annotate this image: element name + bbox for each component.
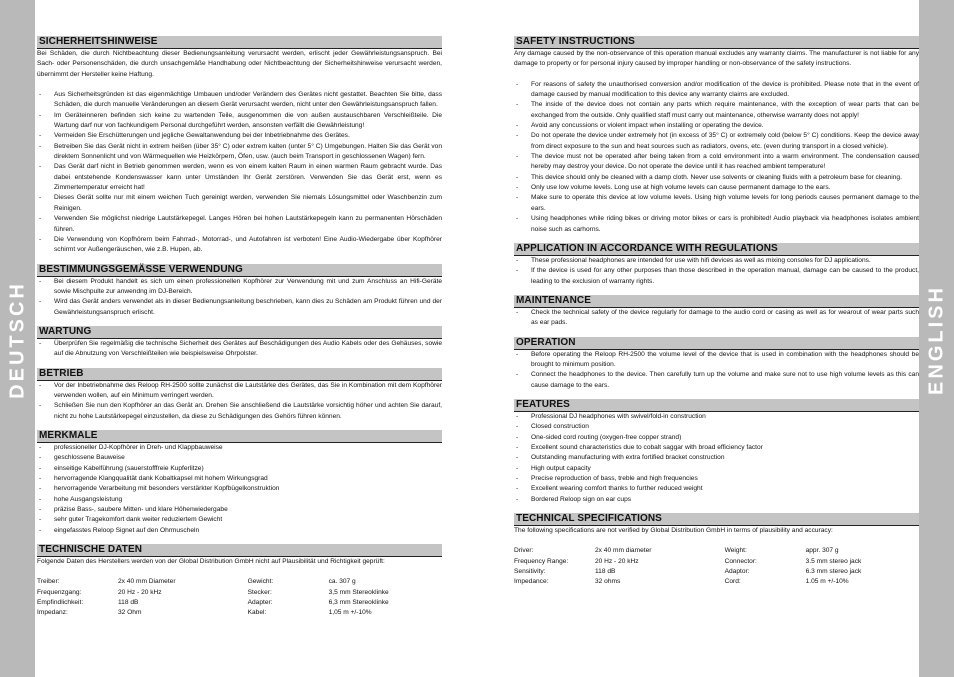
table-row: [514, 567, 919, 577]
section-safety: [37, 36, 442, 256]
spec-value: 118 dB: [118, 599, 139, 606]
table-row: [37, 577, 442, 587]
list-item: - Im Geräteinneren befinden sich keine zu wartenden Teile, ausgenommen die von außen austauschbaren Verschleißteile. Die Wartung darf nur von fachkundigem Personal durchgeführt werden, ansonsten verfällt die Gewährleistung!: [37, 111, 442, 132]
column-deutsch: [37, 36, 442, 619]
list-item: - Precise reproduction of bass, treble and high frequencies: [514, 474, 919, 484]
spec-value: 2x 40 mm Diameter: [118, 578, 176, 586]
table-row: [37, 598, 442, 608]
spec-table: [514, 546, 919, 587]
list-item: - The device must not be operated after being taken from a cold environment into a warm environment. The condensation caused hereby may destroy your device. Do not operate the device until it has reached ambient temperature!: [514, 152, 919, 173]
section-features: [37, 430, 442, 536]
list-item: - Professional DJ headphones with swivel/fold-in construction: [514, 412, 919, 422]
language-sidebar-left: [0, 0, 35, 677]
section-maintenance: [514, 295, 919, 329]
table-row: [514, 557, 919, 567]
list-item: - Dieses Gerät sollte nur mit einem weichen Tuch gereinigt werden, verwenden Sie niemals Lösungsmittel oder Waschbenzin zum Reinigen.: [37, 193, 442, 214]
list-item: - Connect the headphones to the device. Then carefully turn up the volume and make sure not to use high volume levels as this can cause damage to the ears.: [514, 370, 919, 391]
spacer: [37, 567, 442, 577]
table-row: [514, 577, 919, 587]
list-item: - präzise Bass-, saubere Mitten- und klare Höhenwiedergabe: [37, 505, 442, 515]
spec-value: 3.5 mm stereo jack: [805, 557, 862, 565]
list-item: - For reasons of safety the unauthorised conversion and/or modification of the device is prohibited. Please note that in the event of damage caused by manual modification to this device any warranty claims are excluded.: [514, 80, 919, 101]
spec-label: Treiber:: [37, 578, 60, 586]
spec-label: Sensitivity:: [514, 567, 546, 575]
list-item: - These professional headphones are intended for use with hifi devices as well as mixing consoles for DJ applications.: [514, 256, 919, 266]
spec-value: 6.3 mm stereo jack: [805, 567, 862, 575]
section-intro: Folgende Daten des Herstellers werden von der Global Distribution GmbH nicht auf Plausibilität und Richtigkeit geprüft:: [37, 558, 385, 566]
bullet-list: [37, 443, 442, 536]
section-maintenance: [37, 326, 442, 360]
spec-label: Driver:: [514, 547, 534, 555]
list-item: - Using headphones while riding bikes or driving motor bikes or cars is prohibited! Audio playback via headphones isolates ambient noise such as carhorns.: [514, 214, 919, 235]
section-safety: [514, 36, 919, 235]
spec-label: Kabel:: [247, 609, 267, 617]
spec-label: Adapter:: [247, 599, 273, 606]
list-item: - Aus Sicherheitsgründen ist das eigenmächtige Umbauen und/oder Verändern des Gerätes nicht gestattet. Beachten Sie bitte, dass Schäden, die durch manuelle Veränderungen an diesem Gerät verursacht werden, nicht unter den Gewährleistungsanspruch fallen.: [37, 90, 442, 111]
spec-value: 20 Hz - 20 kHz: [118, 588, 162, 596]
spec-value: ca. 307 g: [328, 578, 356, 586]
section-intro: Bei Schäden, die durch Nichtbeachtung dieser Bedienungsanleitung verursacht werden, erlischt jeder Gewährleistungsanspruch. Bei Sach- oder Personenschäden, die durch unsachgemäße Handhabung oder Nichtbeachtung der Sicherheitshinweise verursacht werden, übernimmt der Hersteller keine Haftung.: [37, 50, 442, 78]
bullet-list: [37, 277, 442, 318]
spec-label: Frequenzgang:: [37, 588, 82, 596]
spec-value: 3,5 mm Stereoklinke: [328, 588, 389, 596]
spec-value: 20 Hz - 20 kHz: [595, 557, 639, 565]
list-item: - eingefasstes Reloop Signet auf den Ohrmuscheln: [37, 526, 442, 536]
spacer: [514, 536, 919, 546]
section-heading: OPERATION: [514, 337, 919, 350]
section-intro: Any damage caused by the non-observance of this operation manual excludes any warranty claims. The manufacturer is not liable for any damage to property or for personal injury caused by improper handling or non-observance of the safety instructions.: [514, 50, 919, 68]
spec-value: 6,3 mm Stereoklinke: [328, 599, 389, 606]
list-item: - sehr guter Tragekomfort dank weiter reduziertem Gewicht: [37, 515, 442, 525]
spec-value: 2x 40 mm diameter: [595, 547, 652, 555]
spec-label: Connector:: [724, 557, 757, 565]
list-item: - Do not operate the device under extremely hot (in excess of 35° C) or extremely cold (below 5° C) conditions. Keep the device away from direct exposure to the sun and heat sources such as radiators, ovens, etc. (even during transport in a closed vehicle).: [514, 131, 919, 152]
list-item: - Only use low volume levels. Long use at high volume levels can cause permanent damage to the ears.: [514, 183, 919, 193]
bullet-list: [514, 308, 919, 329]
language-sidebar-right: [919, 0, 954, 677]
bullet-list: [37, 90, 442, 256]
spec-label: Impedance:: [514, 578, 549, 586]
spec-value: 118 dB: [595, 567, 616, 575]
list-item: - Verwenden Sie möglichst niedrige Lautstärkepegel. Langes Hören bei hohen Lautstärkepegeln kann zu permanenten Hörschäden führen.: [37, 214, 442, 235]
list-item: - Closed construction: [514, 422, 919, 432]
spec-label: Stecker:: [247, 588, 272, 596]
list-item: - Excellent sound characteristics due to cobalt saggar with broad efficiency factor: [514, 443, 919, 453]
section-heading: BESTIMMUNGSGEMÄSSE VERWENDUNG: [37, 264, 442, 277]
section-operation: [514, 337, 919, 391]
section-heading: MERKMALE: [37, 430, 442, 443]
section-usage: [514, 243, 919, 287]
bullet-list: [514, 80, 919, 235]
list-item: - Wird das Gerät anders verwendet als in dieser Bedienungsanleitung beschrieben, kann dies zu Schäden am Produkt führen und der Gewährleistungsanspruch erlischt.: [37, 297, 442, 318]
spacer: [37, 80, 442, 90]
spec-label: Gewicht:: [247, 578, 274, 586]
section-features: [514, 399, 919, 505]
column-english: [514, 36, 919, 588]
list-item: - Before operating the Reloop RH-2500 the volume level of the device that is used in combination with the headphones should be brought to minimum position.: [514, 350, 919, 371]
section-heading: TECHNICAL SPECIFICATIONS: [514, 513, 919, 526]
list-item: - Make sure to operate this device at low volume levels. Using high volume levels for long periods causes permanent damage to the ears.: [514, 193, 919, 214]
section-specs: [37, 544, 442, 619]
list-item: - hervorragende Klangqualität dank Kobaltkapsel mit hohem Wirkungsgrad: [37, 474, 442, 484]
list-item: - Die Verwendung von Kopfhörern beim Fahrrad-, Motorrad-, und Autofahren ist verboten! Eine Audio-Wiedergabe über Kopfhörer schirmt vor Außengeräuschen, wie z.B. Hupen, ab.: [37, 235, 442, 256]
list-item: - Vermeiden Sie Erschütterungen und jegliche Gewaltanwendung bei der Inbetriebnahme des Gerätes.: [37, 131, 442, 141]
list-item: - Check the technical safety of the device regularly for damage to the audio cord or casing as well as for wearout of wear parts such as ear pads.: [514, 308, 919, 329]
list-item: - Bei diesem Produkt handelt es sich um einen professionellen Kopfhörer zur Verwendung mit und zum Anschluss an Hifi-Geräte sowie Mischpulte zur anwendng im DJ-Bereich.: [37, 277, 442, 298]
spec-value: appr. 307 g: [805, 547, 839, 555]
spec-value: 32 Ohm: [118, 609, 142, 617]
list-item: - Überprüfen Sie regelmäßig die technische Sicherheit des Gerätes auf Beschädigungen des Audio Kabels oder des Gehäuses, sowie auf die Abnutzung von Verschleißteilen wie beispielsweise Ohrpolster.: [37, 339, 442, 360]
bullet-list: [37, 381, 442, 422]
list-item: - One-sided cord routing (oxygen-free copper strand): [514, 433, 919, 443]
list-item: - Das Gerät darf nicht in Betrieb genommen werden, wenn es von einem kalten Raum in einen warmen Raum gebracht wurde. Das dabei entstehende Kondenswasser kann unter Umständen Ihr Gerät zerstören. Verwenden Sie das Gerät erst, wenn es Zimmertemperatur erreicht hat!: [37, 162, 442, 193]
list-item: - professioneller DJ-Kopfhörer in Dreh- und Klappbauweise: [37, 443, 442, 453]
section-heading: SICHERHEITSHINWEISE: [37, 36, 442, 49]
list-item: - hervorragende Verarbeitung mit besonders verstärkter Kopfbügelkonstruktion: [37, 484, 442, 494]
spec-label: Weight:: [724, 547, 747, 555]
bullet-list: [514, 412, 919, 505]
list-item: - High output capacity: [514, 464, 919, 474]
spacer: [514, 70, 919, 80]
language-label-english: ENGLISH: [925, 285, 947, 395]
list-item: - einseitige Kabelführung (sauerstofffreie Kupferlitze): [37, 464, 442, 474]
section-heading: FEATURES: [514, 399, 919, 412]
section-operation: [37, 368, 442, 422]
section-usage: [37, 264, 442, 318]
bullet-list: [514, 350, 919, 391]
section-heading: WARTUNG: [37, 326, 442, 339]
spec-label: Cord:: [724, 578, 741, 586]
list-item: - Vor der Inbetriebnahme des Reloop RH-2500 sollte zunächst die Lautstärke des Gerätes, das Sie in Kombination mit dem Kopfhörer verwenden wollen, auf ein Minimum verringert werden.: [37, 381, 442, 402]
spec-label: Impedanz:: [37, 609, 68, 617]
section-heading: BETRIEB: [37, 368, 442, 381]
section-intro: The following specifications are not verified by Global Distribution GmbH in terms of plausibility and accuracy:: [514, 527, 833, 535]
table-row: [37, 588, 442, 598]
section-specs: [514, 513, 919, 588]
list-item: - This device should only be cleaned with a damp cloth. Never use solvents or cleaning fluids with a petroleum base for cleaning.: [514, 173, 919, 183]
bullet-list: [514, 256, 919, 287]
list-item: - Avoid any concussions or violent impact when installing or operating the device.: [514, 121, 919, 131]
list-item: - Outstanding manufacturing with extra fortified bracket construction: [514, 453, 919, 463]
section-heading: MAINTENANCE: [514, 295, 919, 308]
spec-table: [37, 577, 442, 618]
spec-label: Empfindlichkeit:: [37, 599, 84, 606]
spec-label: Adaptor:: [724, 567, 750, 575]
table-row: [514, 546, 919, 556]
section-heading: APPLICATION IN ACCORDANCE WITH REGULATIONS: [514, 243, 919, 256]
bullet-list: [37, 339, 442, 360]
list-item: - hohe Ausgangsleistung: [37, 495, 442, 505]
spec-value: 1.05 m +/-10%: [805, 578, 849, 586]
section-heading: TECHNISCHE DATEN: [37, 544, 442, 557]
list-item: - Schließen Sie nun den Kopfhörer an das Gerät an. Drehen Sie anschließend die Lautstärke vorsichtig höher und achten Sie darauf, nicht zu hohe Lautstärkepegel einzustellen, da diese zu Schädigungen des Gehörs führen können.: [37, 401, 442, 422]
list-item: - Excellent wearing comfort thanks to further reduced weight: [514, 484, 919, 494]
table-row: [37, 608, 442, 618]
spec-label: Frequency Range:: [514, 557, 569, 565]
list-item: - geschlossene Bauweise: [37, 453, 442, 463]
spec-value: 32 ohms: [595, 578, 621, 586]
list-item: - Bordered Reloop sign on ear cups: [514, 495, 919, 505]
list-item: - The inside of the device does not contain any parts which require maintenance, with the exception of wear parts that can be exchanged from the outside. Only qualified staff must carry out maintenance, otherwise warranty does not apply!: [514, 100, 919, 121]
section-heading: SAFETY INSTRUCTIONS: [514, 36, 919, 49]
spec-value: 1,05 m +/-10%: [328, 609, 372, 617]
language-label-deutsch: DEUTSCH: [6, 281, 28, 399]
list-item: - Betreiben Sie das Gerät nicht in extrem heißen (über 35° C) oder extrem kalten (unter 5° C) Umgebungen. Halten Sie das Gerät von direktem Sonnenlicht und von Wärmequellen wie Heizkörpern, Öfen, usw. (auch beim Transport in geschlossenen Wagen) fern.: [37, 142, 442, 163]
list-item: - If the device is used for any other purposes than those described in the operation manual, damage can be caused to the product, leading to the exclusion of warranty rights.: [514, 266, 919, 287]
